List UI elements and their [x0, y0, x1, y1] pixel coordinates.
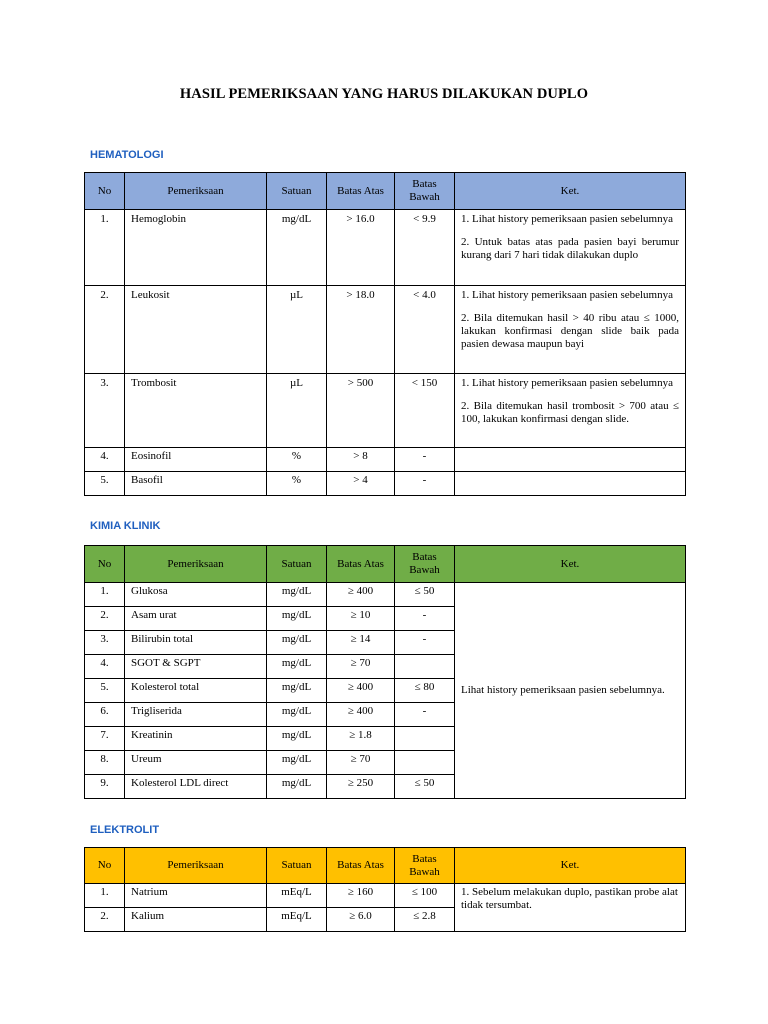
- cell-ket: 1. Lihat history pemeriksaan pasien sebelumnya 2. Bila ditemukan hasil > 40 ribu atau ≤ 1000, lakukan konfirmasi dengan slide baik pada pasien dewasa maupun bayi: [455, 286, 686, 374]
- cell-batas-atas: ≥ 1.8: [327, 727, 395, 751]
- cell-ket: [455, 472, 686, 496]
- cell-batas-atas: ≥ 6.0: [327, 908, 395, 932]
- cell-ket: [455, 448, 686, 472]
- header-pemeriksaan: Pemeriksaan: [125, 848, 267, 884]
- cell-batas-atas: > 4: [327, 472, 395, 496]
- cell-pemeriksaan: Trombosit: [125, 374, 267, 448]
- cell-batas-atas: ≥ 160: [327, 884, 395, 908]
- cell-pemeriksaan: Hemoglobin: [125, 210, 267, 286]
- table-row: [85, 210, 686, 286]
- cell-batas-bawah: [395, 751, 455, 775]
- cell-batas-atas: ≥ 400: [327, 703, 395, 727]
- section-title-kimia-klinik: KIMIA KLINIK: [90, 520, 161, 532]
- cell-pemeriksaan: SGOT & SGPT: [125, 655, 267, 679]
- table-row: [85, 472, 686, 496]
- table-row: [85, 374, 686, 448]
- cell-batas-bawah: -: [395, 703, 455, 727]
- cell-pemeriksaan: Kolesterol LDL direct: [125, 775, 267, 799]
- cell-no: 9.: [85, 775, 125, 799]
- cell-ket: 1. Lihat history pemeriksaan pasien sebelumnya 2. Bila ditemukan hasil trombosit > 700 atau ≤ 100, lakukan konfirmasi dengan slide.: [455, 374, 686, 448]
- header-no: No: [85, 848, 125, 884]
- cell-batas-atas: ≥ 250: [327, 775, 395, 799]
- header-pemeriksaan: Pemeriksaan: [125, 546, 267, 583]
- cell-batas-bawah: ≤ 50: [395, 583, 455, 607]
- cell-batas-bawah: ≤ 80: [395, 679, 455, 703]
- cell-batas-bawah: < 150: [395, 374, 455, 448]
- cell-no: 5.: [85, 472, 125, 496]
- cell-pemeriksaan: Asam urat: [125, 607, 267, 631]
- table-row: [85, 286, 686, 374]
- table-row: [85, 583, 686, 607]
- cell-pemeriksaan: Ureum: [125, 751, 267, 775]
- cell-batas-bawah: < 9.9: [395, 210, 455, 286]
- cell-batas-atas: ≥ 70: [327, 751, 395, 775]
- cell-no: 2.: [85, 908, 125, 932]
- cell-batas-bawah: [395, 727, 455, 751]
- cell-no: 3.: [85, 374, 125, 448]
- cell-satuan: mEq/L: [267, 908, 327, 932]
- cell-pemeriksaan: Trigliserida: [125, 703, 267, 727]
- cell-batas-atas: ≥ 14: [327, 631, 395, 655]
- cell-satuan: mg/dL: [267, 727, 327, 751]
- header-batas-bawah: Batas Bawah: [395, 848, 455, 884]
- cell-pemeriksaan: Natrium: [125, 884, 267, 908]
- cell-batas-bawah: -: [395, 472, 455, 496]
- cell-pemeriksaan: Bilirubin total: [125, 631, 267, 655]
- cell-satuan: mg/dL: [267, 703, 327, 727]
- cell-batas-bawah: ≤ 50: [395, 775, 455, 799]
- header-satuan: Satuan: [267, 546, 327, 583]
- cell-ket: 1. Lihat history pemeriksaan pasien sebelumnya 2. Untuk batas atas pada pasien bayi berumur kurang dari 7 hari tidak dilakukan duplo: [455, 210, 686, 286]
- cell-batas-bawah: -: [395, 631, 455, 655]
- section-title-hematologi: HEMATOLOGI: [90, 149, 164, 161]
- cell-satuan: µL: [267, 374, 327, 448]
- cell-no: 2.: [85, 286, 125, 374]
- table-header-row: [85, 546, 686, 583]
- cell-no: 3.: [85, 631, 125, 655]
- cell-satuan: %: [267, 448, 327, 472]
- cell-satuan: mEq/L: [267, 884, 327, 908]
- header-batas-bawah: Batas Bawah: [395, 546, 455, 583]
- cell-satuan: mg/dL: [267, 607, 327, 631]
- table-elektrolit: [84, 847, 686, 932]
- cell-no: 2.: [85, 607, 125, 631]
- table-hematologi: [84, 172, 686, 496]
- cell-satuan: µL: [267, 286, 327, 374]
- cell-satuan: mg/dL: [267, 210, 327, 286]
- cell-batas-bawah: -: [395, 448, 455, 472]
- cell-no: 1.: [85, 210, 125, 286]
- cell-batas-atas: ≥ 400: [327, 679, 395, 703]
- cell-pemeriksaan: Kreatinin: [125, 727, 267, 751]
- table-header-row: [85, 173, 686, 210]
- cell-ket-merged: 1. Sebelum melakukan duplo, pastikan probe alat tidak tersumbat.: [455, 884, 686, 932]
- cell-batas-bawah: [395, 655, 455, 679]
- cell-no: 6.: [85, 703, 125, 727]
- header-batas-bawah: Batas Bawah: [395, 173, 455, 210]
- header-pemeriksaan: Pemeriksaan: [125, 173, 267, 210]
- header-no: No: [85, 173, 125, 210]
- cell-no: 8.: [85, 751, 125, 775]
- table-header-row: [85, 848, 686, 884]
- cell-pemeriksaan: Kolesterol total: [125, 679, 267, 703]
- cell-no: 4.: [85, 448, 125, 472]
- cell-satuan: mg/dL: [267, 775, 327, 799]
- cell-batas-atas: > 18.0: [327, 286, 395, 374]
- header-batas-atas: Batas Atas: [327, 848, 395, 884]
- cell-no: 5.: [85, 679, 125, 703]
- cell-batas-bawah: < 4.0: [395, 286, 455, 374]
- table-row: [85, 448, 686, 472]
- cell-satuan: mg/dL: [267, 751, 327, 775]
- cell-batas-atas: > 16.0: [327, 210, 395, 286]
- cell-batas-atas: ≥ 10: [327, 607, 395, 631]
- cell-batas-atas: > 8: [327, 448, 395, 472]
- cell-pemeriksaan: Kalium: [125, 908, 267, 932]
- cell-pemeriksaan: Leukosit: [125, 286, 267, 374]
- page-title: HASIL PEMERIKSAAN YANG HARUS DILAKUKAN DUPLO: [179, 86, 589, 102]
- cell-pemeriksaan: Basofil: [125, 472, 267, 496]
- cell-batas-atas: > 500: [327, 374, 395, 448]
- cell-batas-bawah: -: [395, 607, 455, 631]
- cell-pemeriksaan: Eosinofil: [125, 448, 267, 472]
- header-satuan: Satuan: [267, 173, 327, 210]
- cell-satuan: mg/dL: [267, 679, 327, 703]
- section-title-elektrolit: ELEKTROLIT: [90, 824, 160, 836]
- header-satuan: Satuan: [267, 848, 327, 884]
- header-no: No: [85, 546, 125, 583]
- header-ket: Ket.: [455, 173, 686, 210]
- cell-no: 1.: [85, 884, 125, 908]
- cell-pemeriksaan: Glukosa: [125, 583, 267, 607]
- cell-batas-bawah: ≤ 2.8: [395, 908, 455, 932]
- cell-batas-atas: ≥ 400: [327, 583, 395, 607]
- cell-no: 4.: [85, 655, 125, 679]
- cell-satuan: %: [267, 472, 327, 496]
- cell-batas-bawah: ≤ 100: [395, 884, 455, 908]
- header-ket: Ket.: [455, 848, 686, 884]
- table-kimia-klinik: [84, 545, 686, 799]
- table-row: [85, 884, 686, 908]
- cell-ket-merged: Lihat history pemeriksaan pasien sebelumnya.: [455, 583, 686, 799]
- header-batas-atas: Batas Atas: [327, 173, 395, 210]
- header-ket: Ket.: [455, 546, 686, 583]
- cell-no: 1.: [85, 583, 125, 607]
- cell-satuan: mg/dL: [267, 583, 327, 607]
- header-batas-atas: Batas Atas: [327, 546, 395, 583]
- cell-satuan: mg/dL: [267, 631, 327, 655]
- cell-satuan: mg/dL: [267, 655, 327, 679]
- cell-batas-atas: ≥ 70: [327, 655, 395, 679]
- cell-no: 7.: [85, 727, 125, 751]
